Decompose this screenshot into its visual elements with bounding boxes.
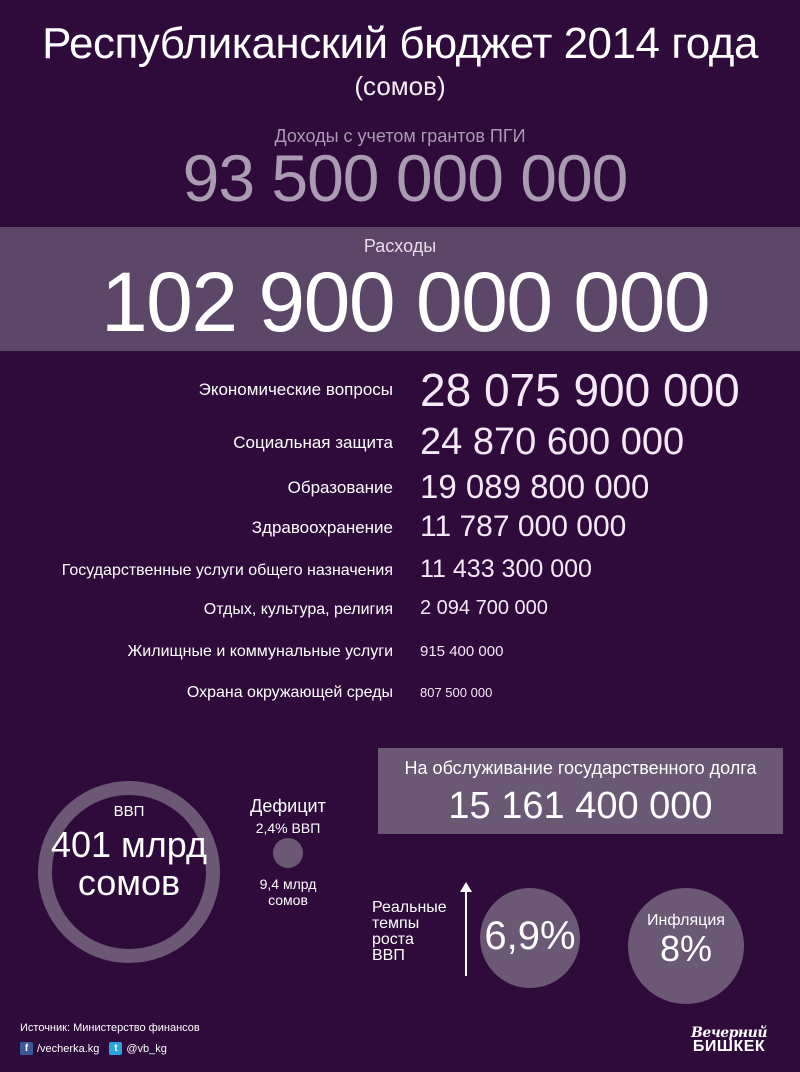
inflation-value: 8%: [659, 928, 713, 969]
deficit-dot: [273, 838, 303, 868]
expense-item-label: Здравоохранение: [251, 518, 393, 537]
deficit-percent: 2,4% ВВП: [255, 820, 321, 836]
growth-label-line: ВВП: [372, 947, 405, 964]
deficit-amount-line2: сомов: [268, 892, 308, 908]
growth-label-line: Реальные: [372, 899, 447, 916]
deficit-title: Дефицит: [250, 796, 326, 816]
up-arrowhead-icon: [460, 882, 472, 892]
expense-item-label: Отдых, культура, религия: [203, 601, 393, 618]
gdp-value: [38, 826, 220, 902]
expense-item-value: 915 400 000: [420, 643, 504, 660]
expense-item-value: 24 870 600 000: [420, 421, 685, 463]
gdp-value-line2: сомов: [77, 862, 181, 903]
page-subtitle: (сомов): [354, 71, 446, 101]
growth-label: [372, 900, 462, 964]
income-label: Доходы с учетом грантов ПГИ: [274, 126, 526, 146]
gdp-label: ВВП: [113, 803, 145, 820]
expense-item-label: Государственные услуги общего назначения: [61, 562, 393, 579]
page-title: Республиканский бюджет 2014 года: [42, 19, 758, 68]
debt-value: 15 161 400 000: [448, 785, 713, 827]
social-links: [20, 1042, 167, 1055]
publisher-logo: [676, 1027, 782, 1053]
twitter-icon: t: [109, 1042, 122, 1055]
expense-item-label: Охрана окружающей среды: [186, 684, 393, 701]
income-value: 93 500 000 000: [182, 141, 628, 215]
twitter-link[interactable]: @vb_kg: [126, 1042, 167, 1055]
expense-item-label: Экономические вопросы: [198, 380, 393, 399]
source-note: Источник: Министерство финансов: [20, 1022, 200, 1034]
expense-item-label: Жилищные и коммунальные услуги: [127, 643, 393, 660]
expense-item-value: 11 433 300 000: [420, 555, 592, 583]
up-arrow-icon: [465, 886, 467, 976]
expense-item-label: Образование: [287, 478, 393, 497]
logo-line2: БИШКЕК: [692, 1038, 766, 1055]
expense-item-value: 807 500 000: [420, 685, 493, 700]
expense-item-value: 2 094 700 000: [420, 597, 548, 619]
logo-line1: Вечерний: [690, 1025, 767, 1041]
deficit-amount-line1: 9,4 млрд: [259, 876, 317, 892]
expense-item-value: 19 089 800 000: [420, 468, 650, 505]
growth-label-line: темпы: [372, 915, 420, 932]
inflation-label: Инфляция: [647, 912, 725, 929]
deficit-amount: [222, 876, 354, 908]
growth-label-line: роста: [372, 931, 414, 948]
expense-value: 102 900 000 000: [100, 255, 710, 349]
gdp-value-line1: 401 млрд: [50, 824, 208, 865]
facebook-icon: f: [20, 1042, 33, 1055]
expense-item-label: Социальная защита: [233, 433, 393, 452]
growth-value: 6,9%: [484, 914, 576, 958]
expense-item-value: 11 787 000 000: [420, 510, 627, 543]
facebook-link[interactable]: /vecherka.kg: [37, 1042, 100, 1055]
expense-item-value: 28 075 900 000: [420, 364, 740, 416]
debt-label: На обслуживание государственного долга: [404, 758, 757, 778]
expense-label: Расходы: [363, 236, 437, 256]
